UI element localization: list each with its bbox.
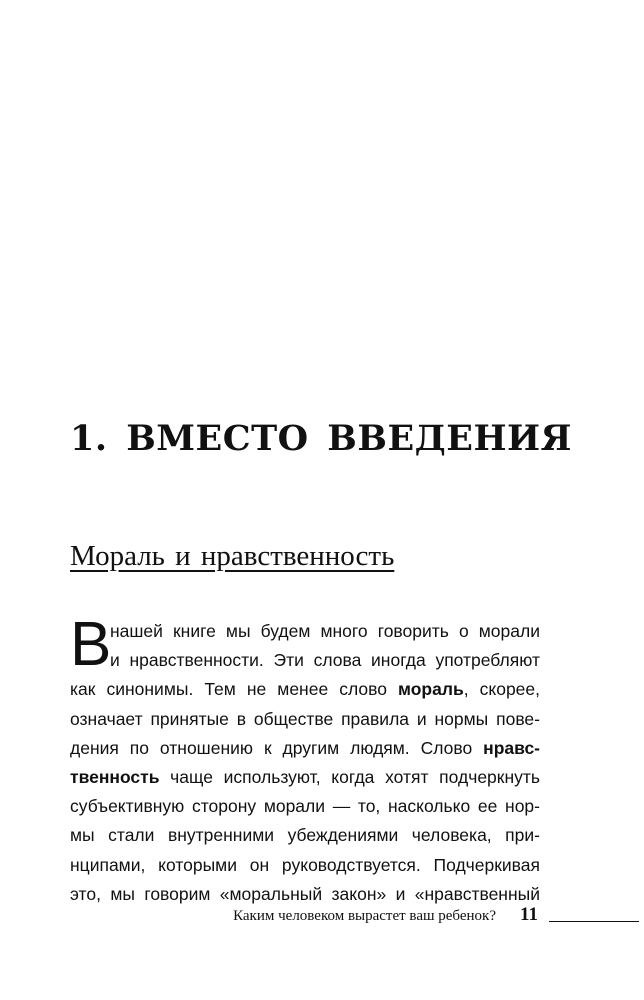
- body-line: нципами, которыми он руководствуется. Подчеркивая: [70, 854, 540, 875]
- footer-rule: [549, 921, 639, 922]
- drop-cap: В: [70, 610, 112, 679]
- page-footer: [0, 902, 644, 932]
- section-title: Мораль и нравственность: [70, 540, 395, 572]
- body-paragraph: [70, 610, 541, 904]
- body-line: [70, 763, 540, 792]
- term-moral: мораль: [398, 679, 464, 700]
- body-line-part: дения по отношению к другим людям. Слово: [70, 737, 484, 758]
- body-line: это, мы говорим «моральный закон» и «нравственный: [70, 883, 540, 904]
- running-title: Каким человеком вырастет ваш ребенок?: [233, 908, 496, 924]
- body-line: [70, 675, 540, 704]
- body-line: субъективную сторону морали — то, насколько ее нор-: [70, 796, 540, 817]
- body-line: означает принятые в обществе правила и нормы пове-: [70, 708, 540, 729]
- term-morality-part-1: нравс-: [483, 737, 540, 758]
- body-line: мы стали внутренними убеждениями человека, при-: [70, 825, 540, 846]
- body-line-part: как синонимы. Тем не менее слово: [70, 679, 398, 700]
- body-line-part: чаще используют, когда хотят подчеркнуть: [159, 767, 540, 788]
- chapter-title: 1. ВМЕСТО ВВЕДЕНИЯ: [70, 418, 572, 459]
- body-line: нашей книге мы будем много говорить о морали: [110, 621, 540, 641]
- body-line: [70, 734, 540, 763]
- body-line: и нравственности. Эти слова иногда употребляют: [110, 650, 540, 671]
- term-morality-part-2: твенность: [70, 767, 160, 788]
- page-number: 11: [520, 904, 538, 925]
- body-line-part: , скорее,: [463, 679, 541, 700]
